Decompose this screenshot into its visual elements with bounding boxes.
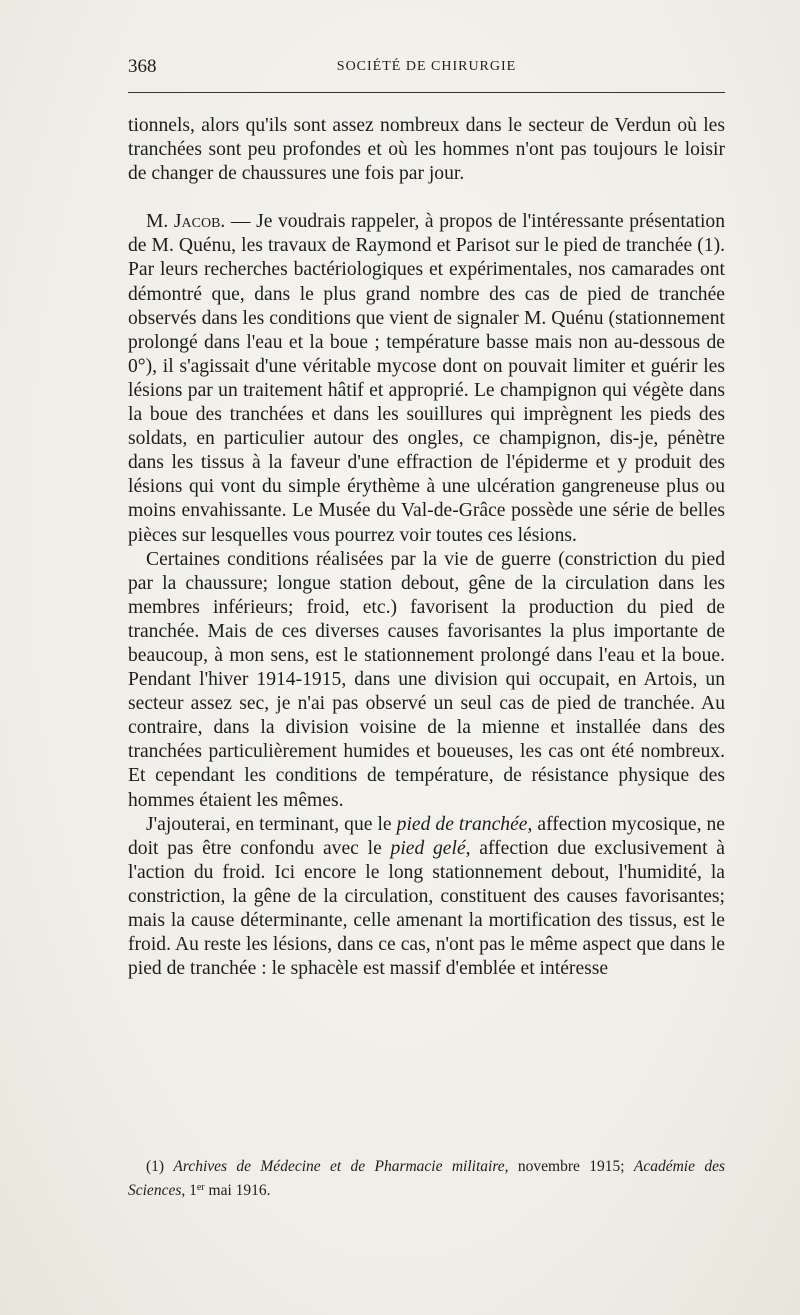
footnote-day: , 1 (181, 1182, 197, 1199)
conclusion-part-a: J'ajouterai, en terminant, que le (146, 813, 397, 835)
term-pied-gele: pied gelé (390, 837, 466, 859)
paragraph-conditions: Certaines conditions réalisées par la vie de guerre (constriction du pied par la chaussure; longue station debout, gêne de la circulation dans les membres inférieurs; froid, etc.) favorisent la production du pied de tranchée. Mais de ces diverses causes favorisantes la plus importante de beaucoup, à mon sens, est le stationnement prolongé dans l'eau et la boue. Pendant l'hiver 1914-1915, dans une division qui occupait, en Artois, un secteur assez sec, je n'ai pas observé un seul cas de pied de tranchée. Au contraire, dans la division voisine de la mienne et installée dans des tranchées particulièrement humides et boueuses, les cas ont été nombreux. Et cependant les conditions de température, de résistance physique des hommes étaient les mêmes. (128, 548, 725, 811)
paragraph-jacob-text: — Je voudrais rappeler, à propos de l'intéressante présentation de M. Quénu, les travaux de Raymond et Parisot sur le pied de tranchée (1). Par leurs recherches bactériologiques et expérimentales, nos camarades ont démontré que, dans le plus grand nombre des cas de pied de tranchée observés dans les conditions que vient de signaler M. Quénu (stationnement prolongé dans l'eau et la boue ; température basse mais non au-dessous de 0°), il s'agissait d'une véritable mycose dont on pouvait limiter et guérir les lésions par un traitement hâtif et approprié. Le champignon qui végète dans la boue des tranchées et dans les souillures qui imprègnent les pieds des soldats, en particulier autour des ongles, ce champignon, dis-je, pénètre dans les tissus à la faveur d'une effraction de l'épiderme et y produit des lésions qui vont du simple érythème à une ulcération gangreneuse plus ou moins envahissante. Le Musée du Val-de-Grâce possède une série de belles pièces sur lesquelles vous pourrez voir toutes ces lésions. (128, 211, 725, 546)
page-header (128, 56, 725, 86)
conclusion-part-b: , affection mycosique, ne doit pas être confondu avec le (128, 813, 725, 859)
footnote-source: Archives de Médecine et de Pharmacie militaire (173, 1158, 505, 1175)
footnote-middle: , novembre 1915; (504, 1158, 634, 1175)
footnote-date: mai 1916. (204, 1182, 271, 1199)
footnote-day-sup: er (196, 1182, 205, 1193)
speaker-name: M. Jacob. (146, 211, 226, 233)
body-text (128, 114, 725, 981)
running-head: SOCIÉTÉ DE CHIRURGIE (336, 59, 517, 74)
footnote-1 (128, 1156, 725, 1201)
paragraph-gap (128, 186, 725, 210)
footnote-marker: (1) (146, 1158, 174, 1175)
term-pied-de-tranchee: pied de tranchée (396, 813, 528, 835)
footnote (128, 1156, 725, 1201)
paragraph-conclusion (128, 813, 725, 982)
conclusion-part-c: , affection due exclusivement à l'action du froid. Ici encore le long stationnement debout, l'humidité, la constriction, la gêne de la circulation, constituent des causes favorisantes; mais la cause déterminante, celle amenant la mortification des tissus, est le froid. Au reste les lésions, dans ce cas, n'ont pas le même aspect que dans le pied de tranchée : le sphacèle est massif d'emblée et intéresse (128, 837, 725, 980)
page-number: 368 (128, 56, 157, 77)
paragraph-continuation: tionnels, alors qu'ils sont assez nombreux dans le secteur de Verdun où les tranchées sont peu profondes et où les hommes n'ont pas toujours le loisir de changer de chaussures une fois par jour. (128, 115, 725, 185)
header-rule (128, 92, 725, 93)
footnote-academy: Académie des Sciences (128, 1158, 725, 1199)
paragraph-jacob (128, 210, 725, 547)
